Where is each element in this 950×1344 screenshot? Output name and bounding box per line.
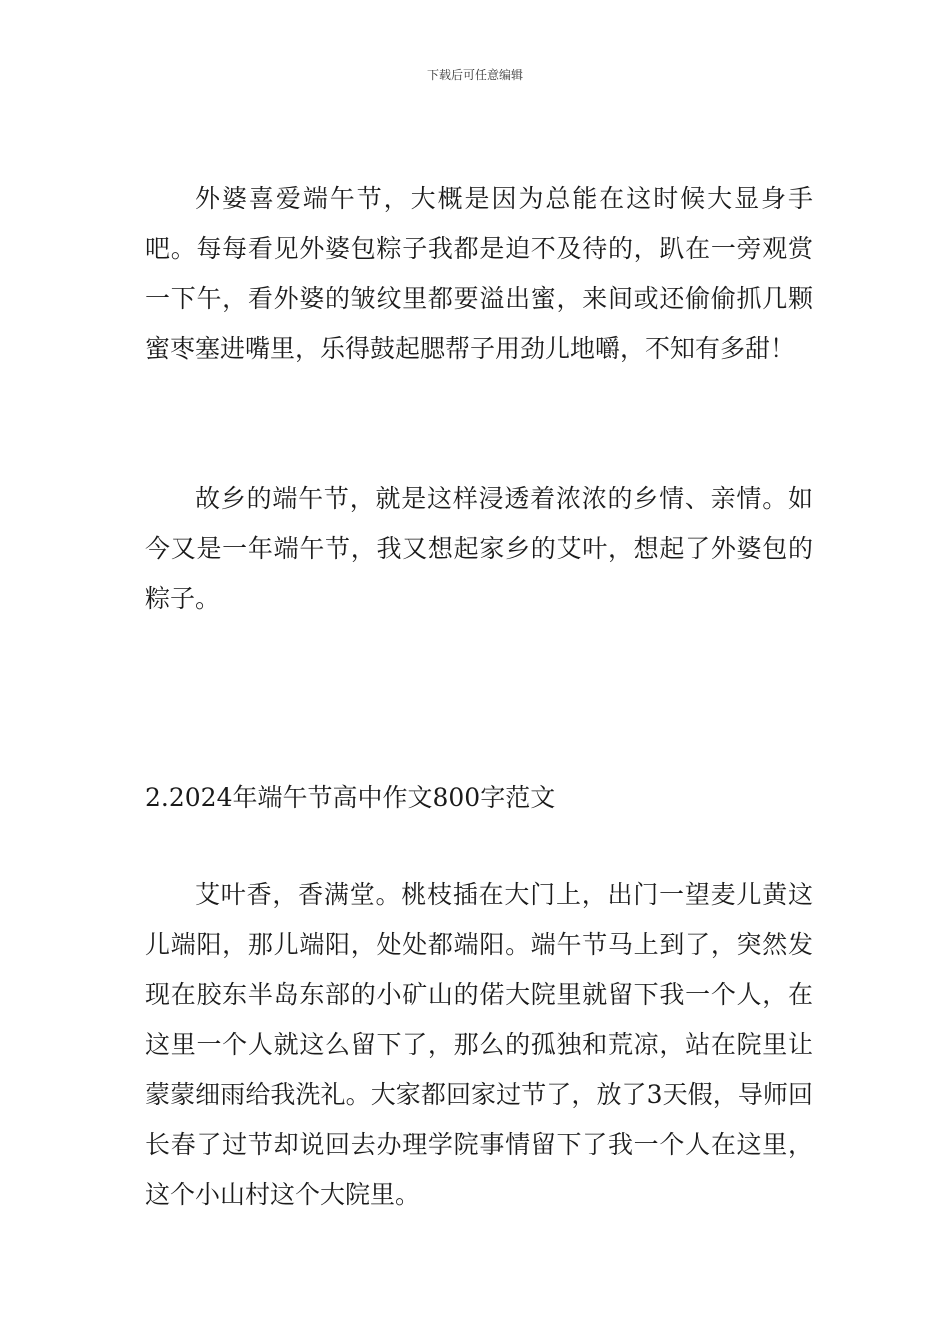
page-header-note: 下载后可任意编辑 [426, 68, 523, 82]
paragraph-hometown-festival: 故乡的端午节，就是这样浸透着浓浓的乡情、亲情。如今又是一年端午节，我又想起家乡的艾叶，想起了外婆包的粽子。 [145, 484, 813, 613]
section-heading: 2.2024年端午节高中作文800字范文 [145, 783, 556, 812]
paragraph-mugwort-fragrance: 艾叶香，香满堂。桃枝插在大门上，出门一望麦儿黄这儿端阳，那儿端阳，处处都端阳。端午节马上到了，突然发现在胶东半岛东部的小矿山的偌大院里就留下我一个人，在这里一个人就这么留下了，那么的孤独和荒凉，站在院里让蒙蒙细雨给我洗礼。大家都回家过节了，放了3天假，导师回长春了过节却说回去办理学院事情留下了我一个人在这里，这个小山村这个大院里。 [145, 880, 813, 1209]
paragraph-grandma-dragon-boat: 外婆喜爱端午节，大概是因为总能在这时候大显身手吧。每每看见外婆包粽子我都是迫不及待的，趴在一旁观赏一下午，看外婆的皱纹里都要溢出蜜，来间或还偷偷抓几颗蜜枣塞进嘴里，乐得鼓起腮帮子用劲儿地嚼，不知有多甜！ [145, 184, 813, 363]
